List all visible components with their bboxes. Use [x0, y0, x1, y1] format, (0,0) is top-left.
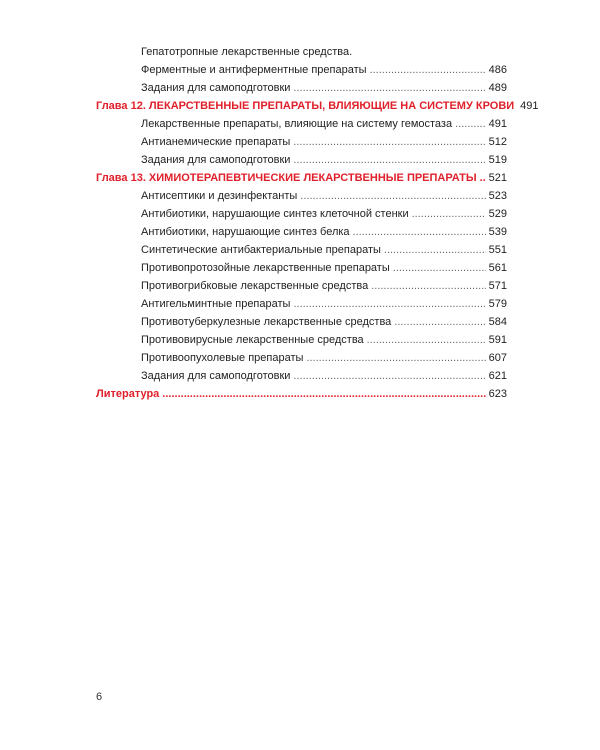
dot-leader	[371, 277, 485, 295]
toc-entry-page: 523	[488, 190, 507, 202]
toc-entry-page: 521	[488, 172, 507, 184]
toc-entry-page: 512	[488, 136, 507, 148]
table-of-contents	[96, 43, 539, 403]
toc-entry-label: Противотуберкулезные лекарственные средства	[141, 316, 392, 328]
dot-leader	[370, 61, 486, 79]
toc-section-entry[interactable]	[96, 241, 507, 259]
toc-entry-page: 591	[488, 334, 507, 346]
toc-entry-label: Глава 13. ХИМИОТЕРАПЕВТИЧЕСКИЕ ЛЕКАРСТВЕННЫЕ ПРЕПАРАТЫ	[96, 172, 477, 184]
toc-entry-label: Лекарственные препараты, влияющие на систему гемостаза	[141, 118, 453, 130]
toc-section-entry[interactable]	[96, 331, 507, 349]
dot-leader	[306, 349, 485, 367]
toc-section-entry[interactable]	[96, 151, 507, 169]
toc-entry-page: 539	[488, 226, 507, 238]
toc-entry-label: Литература	[96, 388, 160, 400]
toc-entry-label: Задания для самоподготовки	[141, 82, 291, 94]
dot-leader	[393, 259, 486, 277]
toc-section-entry[interactable]	[96, 61, 507, 79]
toc-entry-page: 489	[488, 82, 507, 94]
toc-entry-page: 607	[488, 352, 507, 364]
toc-section-entry[interactable]	[96, 205, 507, 223]
toc-entry-label: Глава 12. ЛЕКАРСТВЕННЫЕ ПРЕПАРАТЫ, ВЛИЯЮЩИЕ НА СИСТЕМУ КРОВИ	[96, 100, 515, 112]
toc-section-entry[interactable]	[96, 223, 507, 241]
toc-entry-page: 579	[488, 298, 507, 310]
toc-entries	[96, 61, 539, 403]
toc-entry-label: Противоопухолевые препараты	[141, 352, 304, 364]
toc-entry-page: 519	[488, 154, 507, 166]
toc-section-entry[interactable]	[96, 187, 507, 205]
toc-entry-label: Задания для самоподготовки	[141, 370, 291, 382]
toc-entry-page: 584	[488, 316, 507, 328]
dot-leader	[162, 385, 485, 403]
toc-entry-page: 491	[520, 100, 539, 112]
dot-leader	[293, 133, 485, 151]
toc-section-entry[interactable]	[96, 313, 507, 331]
toc-section-entry[interactable]	[96, 277, 507, 295]
toc-intro-line	[96, 43, 507, 61]
dot-leader	[367, 331, 486, 349]
toc-entry-label: Задания для самоподготовки	[141, 154, 291, 166]
dot-leader	[293, 79, 485, 97]
dot-leader	[300, 187, 485, 205]
toc-entry-label: Антибиотики, нарушающие синтез белка	[141, 226, 350, 238]
toc-entry-page: 529	[488, 208, 507, 220]
toc-entry-page: 621	[488, 370, 507, 382]
toc-entry-page: 491	[488, 118, 507, 130]
toc-entry-page: 486	[488, 64, 507, 76]
toc-entry-page: 571	[488, 280, 507, 292]
toc-entry-label: Антисептики и дезинфектанты	[141, 190, 298, 202]
dot-leader	[394, 313, 485, 331]
toc-section-entry[interactable]	[96, 295, 507, 313]
toc-entry-label: Противовирусные лекарственные средства	[141, 334, 364, 346]
toc-entry-page: 561	[488, 262, 507, 274]
toc-entry-label: Противогрибковые лекарственные средства	[141, 280, 369, 292]
toc-chapter-entry[interactable]	[96, 385, 507, 403]
toc-section-entry[interactable]	[96, 115, 507, 133]
dot-leader	[353, 223, 486, 241]
toc-section-entry[interactable]	[96, 367, 507, 385]
toc-section-entry[interactable]	[96, 259, 507, 277]
dot-leader	[480, 169, 486, 187]
toc-entry-label: Противопротозойные лекарственные препараты	[141, 262, 390, 274]
toc-entry-label: Антианемические препараты	[141, 136, 291, 148]
dot-leader	[455, 115, 486, 133]
toc-intro-label: Гепатотропные лекарственные средства.	[141, 46, 353, 58]
toc-section-entry[interactable]	[96, 133, 507, 151]
dot-leader	[293, 295, 485, 313]
dot-leader	[384, 241, 486, 259]
toc-section-entry[interactable]	[96, 349, 507, 367]
dot-leader	[412, 205, 486, 223]
toc-entry-label: Антибиотики, нарушающие синтез клеточной стенки	[141, 208, 409, 220]
toc-entry-label: Ферментные и антиферментные препараты	[141, 64, 367, 76]
dot-leader	[293, 151, 485, 169]
toc-entry-page: 551	[488, 244, 507, 256]
toc-entry-label: Антигельминтные препараты	[141, 298, 291, 310]
toc-chapter-entry[interactable]	[96, 97, 539, 115]
dot-leader	[293, 367, 485, 385]
toc-entry-page: 623	[488, 388, 507, 400]
toc-section-entry[interactable]	[96, 79, 507, 97]
toc-chapter-entry[interactable]	[96, 169, 507, 187]
toc-entry-label: Синтетические антибактериальные препараты	[141, 244, 381, 256]
page-number: 6	[96, 691, 103, 703]
